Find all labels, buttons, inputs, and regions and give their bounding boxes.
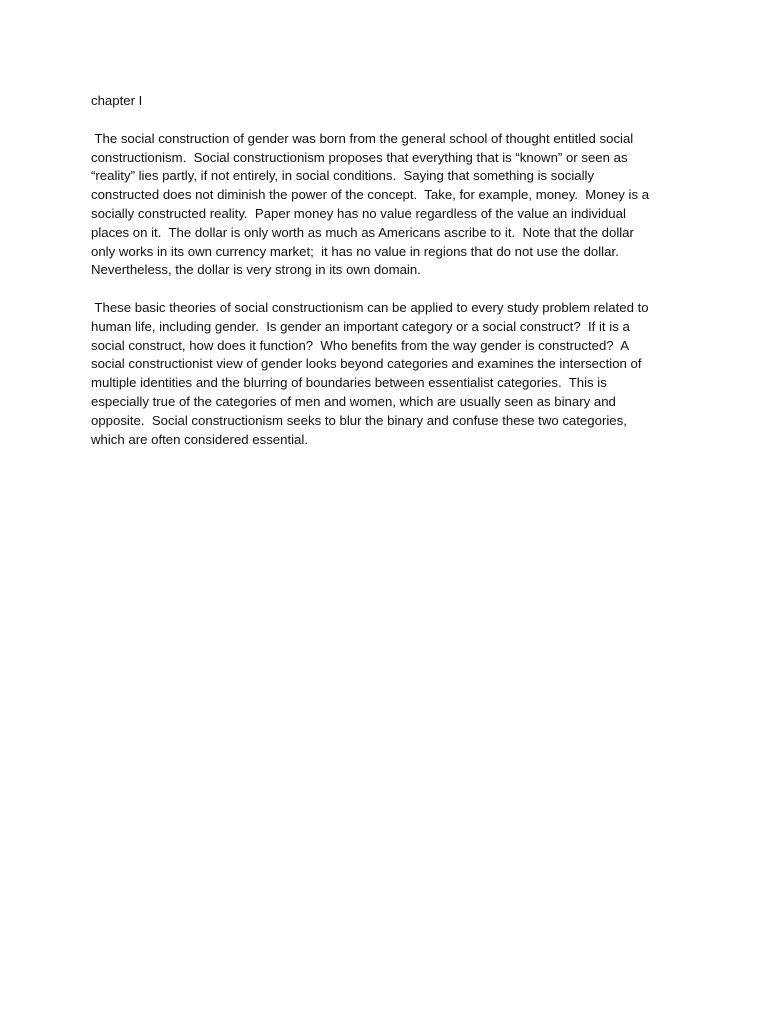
- document-body: [91, 92, 691, 468]
- paragraph-line: These basic theories of social constructionism can be applied to every study problem related to: [91, 299, 649, 315]
- paragraph-line: constructed does not diminish the power of the concept. Take, for example, money. Money is a: [91, 187, 650, 203]
- paragraph-line: especially true of the categories of men and women, which are usually seen as binary and: [91, 393, 616, 409]
- paragraph-line: places on it. The dollar is only worth as much as Americans ascribe to it. Note that the dollar: [91, 224, 634, 240]
- paragraph-line: The social construction of gender was born from the general school of thought entitled social: [91, 130, 634, 146]
- chapter-heading: chapter I: [91, 93, 143, 108]
- paragraph-line: constructionism. Social constructionism proposes that everything that is “known” or seen as: [91, 149, 628, 165]
- paragraph-line: only works in its own currency market; it has no value in regions that do not use the dollar.: [91, 243, 619, 259]
- paragraph-line: opposite. Social constructionism seeks to blur the binary and confuse these two categories,: [91, 412, 627, 428]
- paragraph-line: human life, including gender. Is gender an important category or a social construct? If it is a: [91, 318, 630, 334]
- paragraph-line: social constructionist view of gender looks beyond categories and examines the intersection of: [91, 356, 642, 372]
- paragraph-line: Nevertheless, the dollar is very strong in its own domain.: [91, 262, 421, 278]
- paragraph-line: “reality” lies partly, if not entirely, in social conditions. Saying that something is socially: [91, 168, 595, 184]
- paragraph-line: social construct, how does it function? Who benefits from the way gender is constructed? A: [91, 337, 630, 353]
- paragraph-2: [91, 299, 691, 449]
- paragraph-line: socially constructed reality. Paper money has no value regardless of the value an individual: [91, 205, 626, 221]
- paragraph-line: which are often considered essential.: [91, 431, 308, 447]
- paragraph-line: multiple identities and the blurring of boundaries between essentialist categories. This is: [91, 375, 607, 391]
- paragraph-1: [91, 130, 691, 280]
